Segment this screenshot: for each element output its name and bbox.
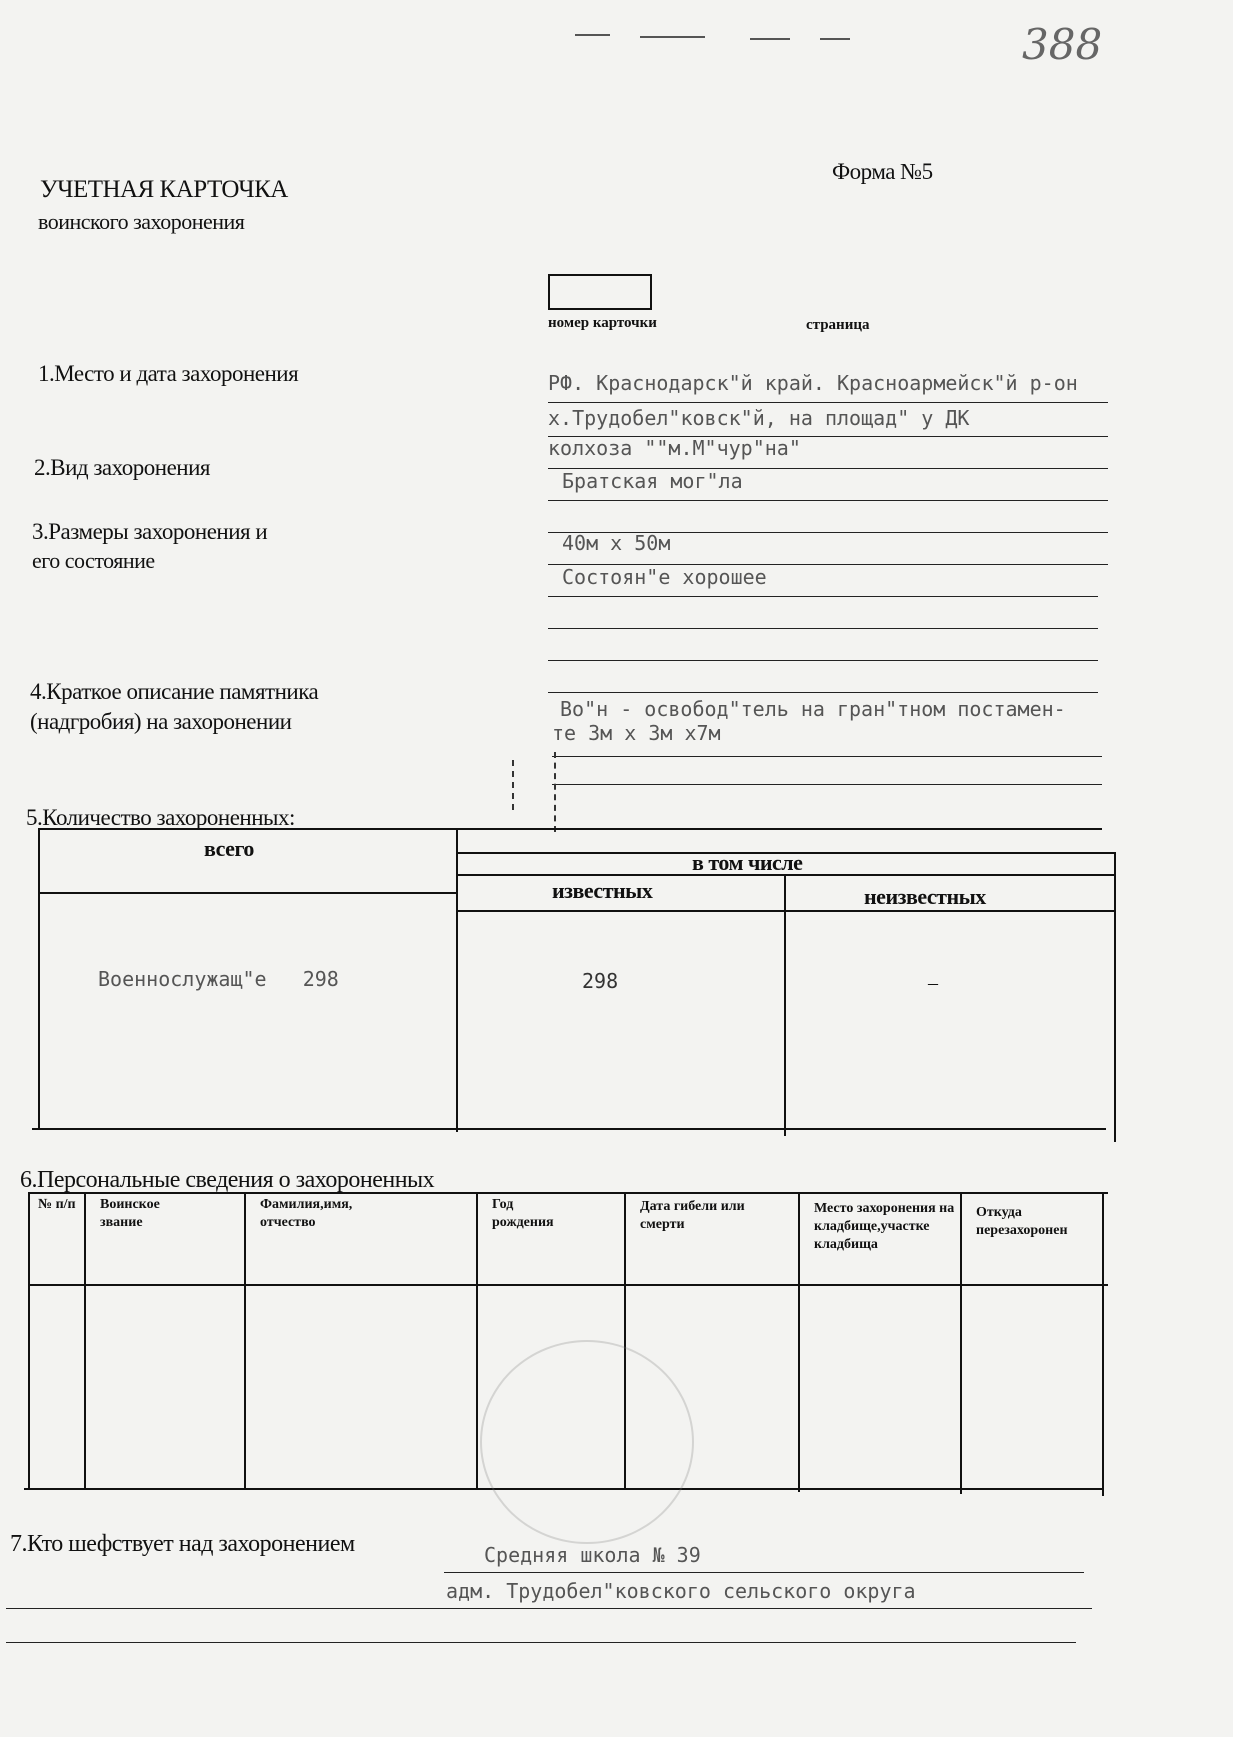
type-value: Братская мог"ла: [562, 469, 743, 493]
monument-label-2: (надгробия) на захоронении: [30, 709, 292, 734]
personal-col-origin: Откуда перезахоронен: [976, 1205, 1068, 1238]
personal-table-right: [1102, 1192, 1104, 1496]
card-title: УЧЕТНАЯ КАРТОЧКА: [40, 176, 288, 203]
type-rule: [548, 500, 1108, 501]
personal-col-birth: Год рождения: [492, 1197, 554, 1230]
stamp-watermark: [480, 1340, 694, 1544]
personal-col-divider: [244, 1192, 246, 1488]
patron-rule: [6, 1642, 1076, 1643]
personal-col-place: Место захоронения на кладбище,участке кладбища: [814, 1201, 955, 1252]
place-line-3: колхоза ""м.М"чур"на": [548, 436, 801, 460]
count-col-total: всего: [204, 836, 254, 861]
top-dash: [750, 38, 790, 40]
card-subtitle: воинского захоронения: [38, 209, 245, 234]
personal-col-rank: Воинское звание: [100, 1197, 160, 1230]
personal-table-top: [30, 1192, 1108, 1194]
count-known-value: 298: [582, 969, 619, 993]
size-label-1: 3.Размеры захоронения и: [32, 519, 268, 544]
patron-line-1: Средняя школа № 39: [484, 1543, 701, 1567]
personal-col-name: Фамилия,имя, отчество: [260, 1197, 353, 1230]
count-table-left: [38, 828, 40, 1130]
form-label: Форма №5: [832, 159, 933, 184]
place-line-1: РФ. Краснодарск"й край. Красноармейск"й р-он: [548, 371, 1078, 395]
size-rule: [548, 692, 1098, 693]
count-table-right: [1114, 852, 1116, 1142]
place-line-2: х.Трудобел"ковск"й, на площад" у ДК: [548, 406, 970, 430]
personal-col-death: Дата гибели или смерти: [640, 1199, 745, 1232]
personal-table-left: [28, 1192, 30, 1490]
patron-rule: [6, 1608, 1092, 1609]
count-table-bottom: [32, 1128, 1106, 1130]
personal-header-divider: [30, 1284, 1108, 1286]
patron-label: 7.Кто шефствует над захоронением: [10, 1531, 355, 1557]
count-table-top: [40, 828, 1102, 830]
place-label: 1.Место и дата захоронения: [38, 361, 299, 386]
size-rule: [548, 628, 1098, 629]
patron-rule: [444, 1572, 1084, 1573]
personal-col-divider: [798, 1192, 800, 1492]
count-total-value: Военнослужащ"е 298: [98, 967, 339, 991]
count-unknown-value: –: [928, 972, 938, 994]
margin-mark: [554, 752, 556, 832]
size-line-2: Состоян"е хорошее: [562, 565, 767, 589]
count-col-including: в том числе: [692, 850, 803, 875]
monument-rule: [552, 756, 1102, 757]
count-header-divider: [38, 892, 458, 894]
personal-col-divider: [476, 1192, 478, 1490]
count-header-divider: [458, 910, 1116, 912]
margin-mark: [512, 760, 514, 810]
count-table: [32, 828, 1110, 1142]
type-label: 2.Вид захоронения: [34, 455, 210, 480]
size-rule: [548, 596, 1098, 597]
personal-label: 6.Персональные сведения о захороненных: [20, 1167, 435, 1193]
top-dash: [575, 34, 610, 36]
size-label-2: его состояние: [32, 548, 155, 573]
patron-line-2: адм. Трудобел"ковского сельского округа: [446, 1579, 916, 1603]
personal-col-num: № п/п: [38, 1197, 76, 1212]
personal-col-divider: [960, 1192, 962, 1494]
top-dash: [820, 38, 850, 40]
card-number-label: номер карточки: [548, 315, 657, 331]
page-number: 388: [1022, 20, 1103, 69]
personal-col-divider: [84, 1192, 86, 1488]
page-label: страница: [806, 317, 870, 333]
monument-label-1: 4.Краткое описание памятника: [30, 679, 319, 704]
personal-table: [24, 1192, 1108, 1508]
count-label: 5.Количество захороненных:: [26, 805, 295, 830]
size-line-1: 40м х 50м: [562, 531, 671, 555]
card-number-box[interactable]: [548, 274, 652, 310]
top-dash: [640, 36, 705, 38]
size-rule: [548, 660, 1098, 661]
count-col-unknown: неизвестных: [864, 884, 986, 909]
count-col-divider: [784, 874, 786, 1136]
monument-line-2: те 3м х 3м х7м: [552, 721, 721, 745]
monument-line-1: Во"н - освобод"тель на гран"тном постамен-: [560, 697, 1066, 721]
count-col-known: известных: [552, 878, 653, 903]
monument-rule: [552, 784, 1102, 785]
